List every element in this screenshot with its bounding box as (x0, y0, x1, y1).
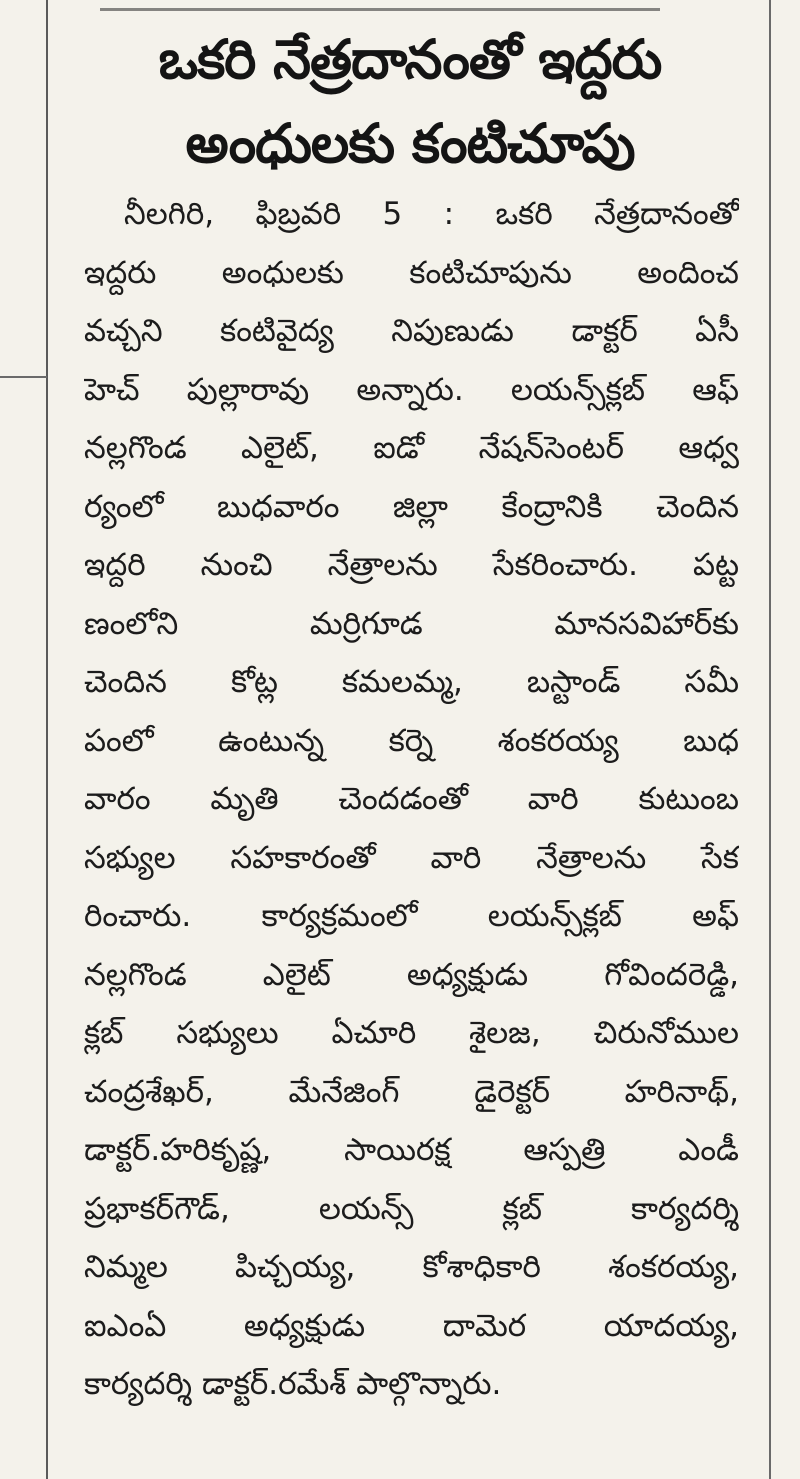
body-line: చంద్రశేఖర్, మేనేజింగ్ డైరెక్టర్ హరినాథ్, (84, 1073, 739, 1110)
body-line: నల్లగొండ ఎలైట్, ఐడో నేషన్‌సెంటర్ ఆధ్వ (84, 430, 739, 466)
body-line: నీలగిరి, ఫిబ్రవరి 5 : ఒకరి నేత్రదానంతో (124, 196, 739, 232)
body-line: పంలో ఉంటున్న కర్నె శంకరయ్య బుధ (84, 722, 739, 759)
body-line: ఐఎంఏ అధ్యక్షుడు దామెర యాదయ్య, (84, 1307, 739, 1344)
body-line: ణంలోని మర్రిగూడ మానసవిహార్‌కు (84, 605, 739, 642)
body-line: నల్లగొండ ఎలైట్ అధ్యక్షుడు గోవిందరెడ్డి, (84, 956, 739, 993)
column-rule-left (46, 0, 48, 1479)
body-line: క్లబ్ సభ్యులు ఏచూరి శైలజ, చిరునోముల (84, 1015, 739, 1051)
column-rule-right (769, 0, 771, 1479)
body-line: హెచ్ పుల్లారావు అన్నారు. లయన్స్‌క్లబ్ ఆఫ్ (84, 371, 739, 408)
body-line: డాక్టర్.హరికృష్ణ, సాయిరక్ష ఆస్పత్రి ఎండీ (84, 1132, 739, 1168)
body-line: ఇద్దరి నుంచి నేత్రాలను సేకరించారు. పట్ట (84, 547, 739, 583)
body-line: కార్యదర్శి డాక్టర్.రమేశ్ పాల్గొన్నారు. (84, 1366, 502, 1402)
body-line: నిమ్మల పిచ్చయ్య, కోశాధికారి శంకరయ్య, (84, 1249, 739, 1285)
headline-line-2: అంధులకు కంటిచూపు (185, 112, 635, 175)
body-line: రించారు. కార్యక్రమంలో లయన్స్‌క్లబ్ అఫ్ (84, 898, 739, 934)
body-line: ర్యంలో బుధవారం జిల్లా కేంద్రానికి చెందిన (84, 488, 739, 525)
body-line: చెందిన కోట్ల కమలమ్మ, బస్టాండ్ సమీ (84, 664, 739, 700)
article-body (84, 185, 739, 1414)
headline-line-1: ఒకరి నేత్రదానంతో ఇద్దరు (158, 28, 662, 91)
horizontal-rule-left (0, 376, 47, 378)
body-line: వారం మృతి చెందడంతో వారి కుటుంబ (84, 781, 739, 817)
body-line: ప్రభాకర్‌గౌడ్, లయన్స్ క్లబ్ కార్యదర్శి (84, 1190, 739, 1227)
article-headline (84, 18, 736, 186)
body-line: ఇద్దరు అంధులకు కంటిచూపును అందించ (84, 254, 739, 291)
body-line: సభ్యుల సహకారంతో వారి నేత్రాలను సేక (84, 839, 739, 876)
body-line: వచ్చని కంటివైద్య నిపుణుడు డాక్టర్ ఏసీ (84, 313, 739, 349)
clipped-previous-text (100, 0, 660, 11)
